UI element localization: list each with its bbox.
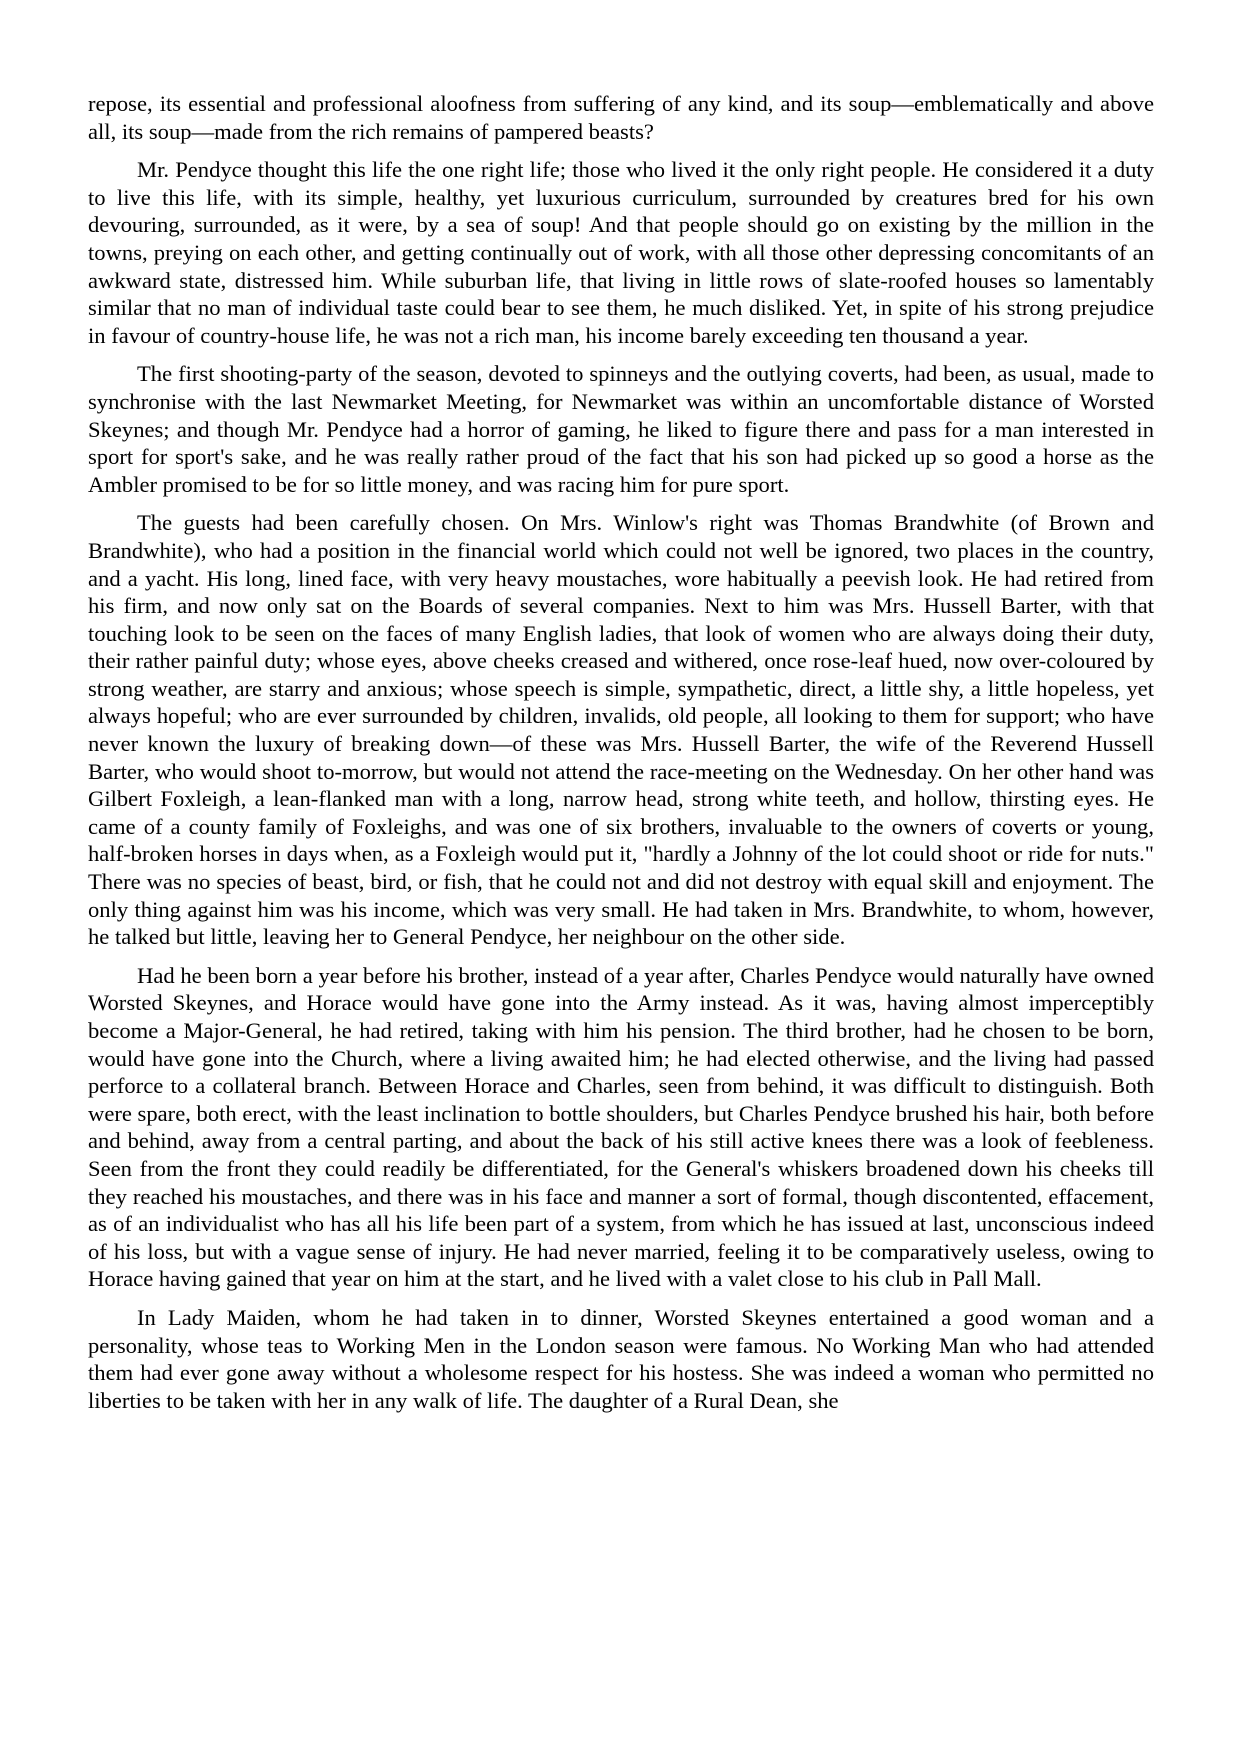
paragraph-lady-maiden: In Lady Maiden, whom he had taken in to dinner, Worsted Skeynes entertained a good woman and a personality, whose teas to Working Men in the London season were famous. No Working Man who had attended them had ever gone away without a wholesome respect for his hostess. She was indeed a woman who permitted no liberties to be taken with her in any walk of life. The daughter of a Rural Dean, she [88,1304,1154,1413]
paragraph-general-pendyce: Had he been born a year before his brother, instead of a year after, Charles Pendyce would naturally have owned Worsted Skeynes, and Horace would have gone into the Army instead. As it was, having almost imperceptibly become a Major-General, he had retired, taking with him his pension. The third brother, had he chosen to be born, would have gone into the Church, where a living awaited him; he had elected otherwise, and the living had passed perforce to a collateral branch. Between Horace and Charles, seen from behind, it was difficult to distinguish. Both were spare, both erect, with the least inclination to bottle shoulders, but Charles Pendyce brushed his hair, both before and behind, away from a central parting, and about the back of his still active knees there was a look of feebleness. Seen from the front they could readily be differentiated, for the General's whiskers broadened down his cheeks till they reached his moustaches, and there was in his face and manner a sort of formal, though discontented, effacement, as of an individualist who has all his life been part of a system, from which he has issued at last, unconscious indeed of his loss, but with a vague sense of injury. He had never married, feeling it to be comparatively useless, owing to Horace having gained that year on him at the start, and he lived with a valet close to his club in Pall Mall. [88,962,1154,1292]
document-page [88,90,1154,1425]
paragraph-guests: The guests had been carefully chosen. On Mrs. Winlow's right was Thomas Brandwhite (of Brown and Brandwhite), who had a position in the financial world which could not well be ignored, two places in the country, and a yacht. His long, lined face, with very heavy moustaches, wore habitually a peevish look. He had retired from his firm, and now only sat on the Boards of several companies. Next to him was Mrs. Hussell Barter, with that touching look to be seen on the faces of many English ladies, that look of women who are always doing their duty, their rather painful duty; whose eyes, above cheeks creased and withered, once rose-leaf hued, now over-coloured by strong weather, are starry and anxious; whose speech is simple, sympathetic, direct, a little shy, a little hopeless, yet always hopeful; who are ever surrounded by children, invalids, old people, all looking to them for support; who have never known the luxury of breaking down—of these was Mrs. Hussell Barter, the wife of the Reverend Hussell Barter, who would shoot to-morrow, but would not attend the race-meeting on the Wednesday. On her other hand was Gilbert Foxleigh, a lean-flanked man with a long, narrow head, strong white teeth, and hollow, thirsting eyes. He came of a county family of Foxleighs, and was one of six brothers, invaluable to the owners of coverts or young, half-broken horses in days when, as a Foxleigh would put it, "hardly a Johnny of the lot could shoot or ride for nuts." There was no species of beast, bird, or fish, that he could not and did not destroy with equal skill and enjoyment. The only thing against him was his income, which was very small. He had taken in Mrs. Brandwhite, to whom, however, he talked but little, leaving her to General Pendyce, her neighbour on the other side. [88,510,1154,950]
paragraph-shooting-party: The first shooting-party of the season, devoted to spinneys and the outlying coverts, had been, as usual, made to synchronise with the last Newmarket Meeting, for Newmarket was within an uncomfortable distance of Worsted Skeynes; and though Mr. Pendyce had a horror of gaming, he liked to figure there and pass for a man interested in sport for sport's sake, and he was really rather proud of the fact that his son had picked up so good a horse as the Ambler promised to be for so little money, and was racing him for pure sport. [88,361,1154,497]
paragraph-mr-pendyce-life: Mr. Pendyce thought this life the one right life; those who lived it the only right people. He considered it a duty to live this life, with its simple, healthy, yet luxurious curriculum, surrounded by creatures bred for his own devouring, surrounded, as it were, by a sea of soup! And that people should go on existing by the million in the towns, preying on each other, and getting continually out of work, with all those other depressing concomitants of an awkward state, distressed him. While suburban life, that living in little rows of slate-roofed houses so lamentably similar that no man of individual taste could bear to see them, he much disliked. Yet, in spite of his strong prejudice in favour of country-house life, he was not a rich man, his income barely exceeding ten thousand a year. [88,157,1154,348]
paragraph-continued: repose, its essential and professional aloofness from suffering of any kind, and its soup—emblematically and above all, its soup—made from the rich remains of pampered beasts? [88,91,1154,144]
